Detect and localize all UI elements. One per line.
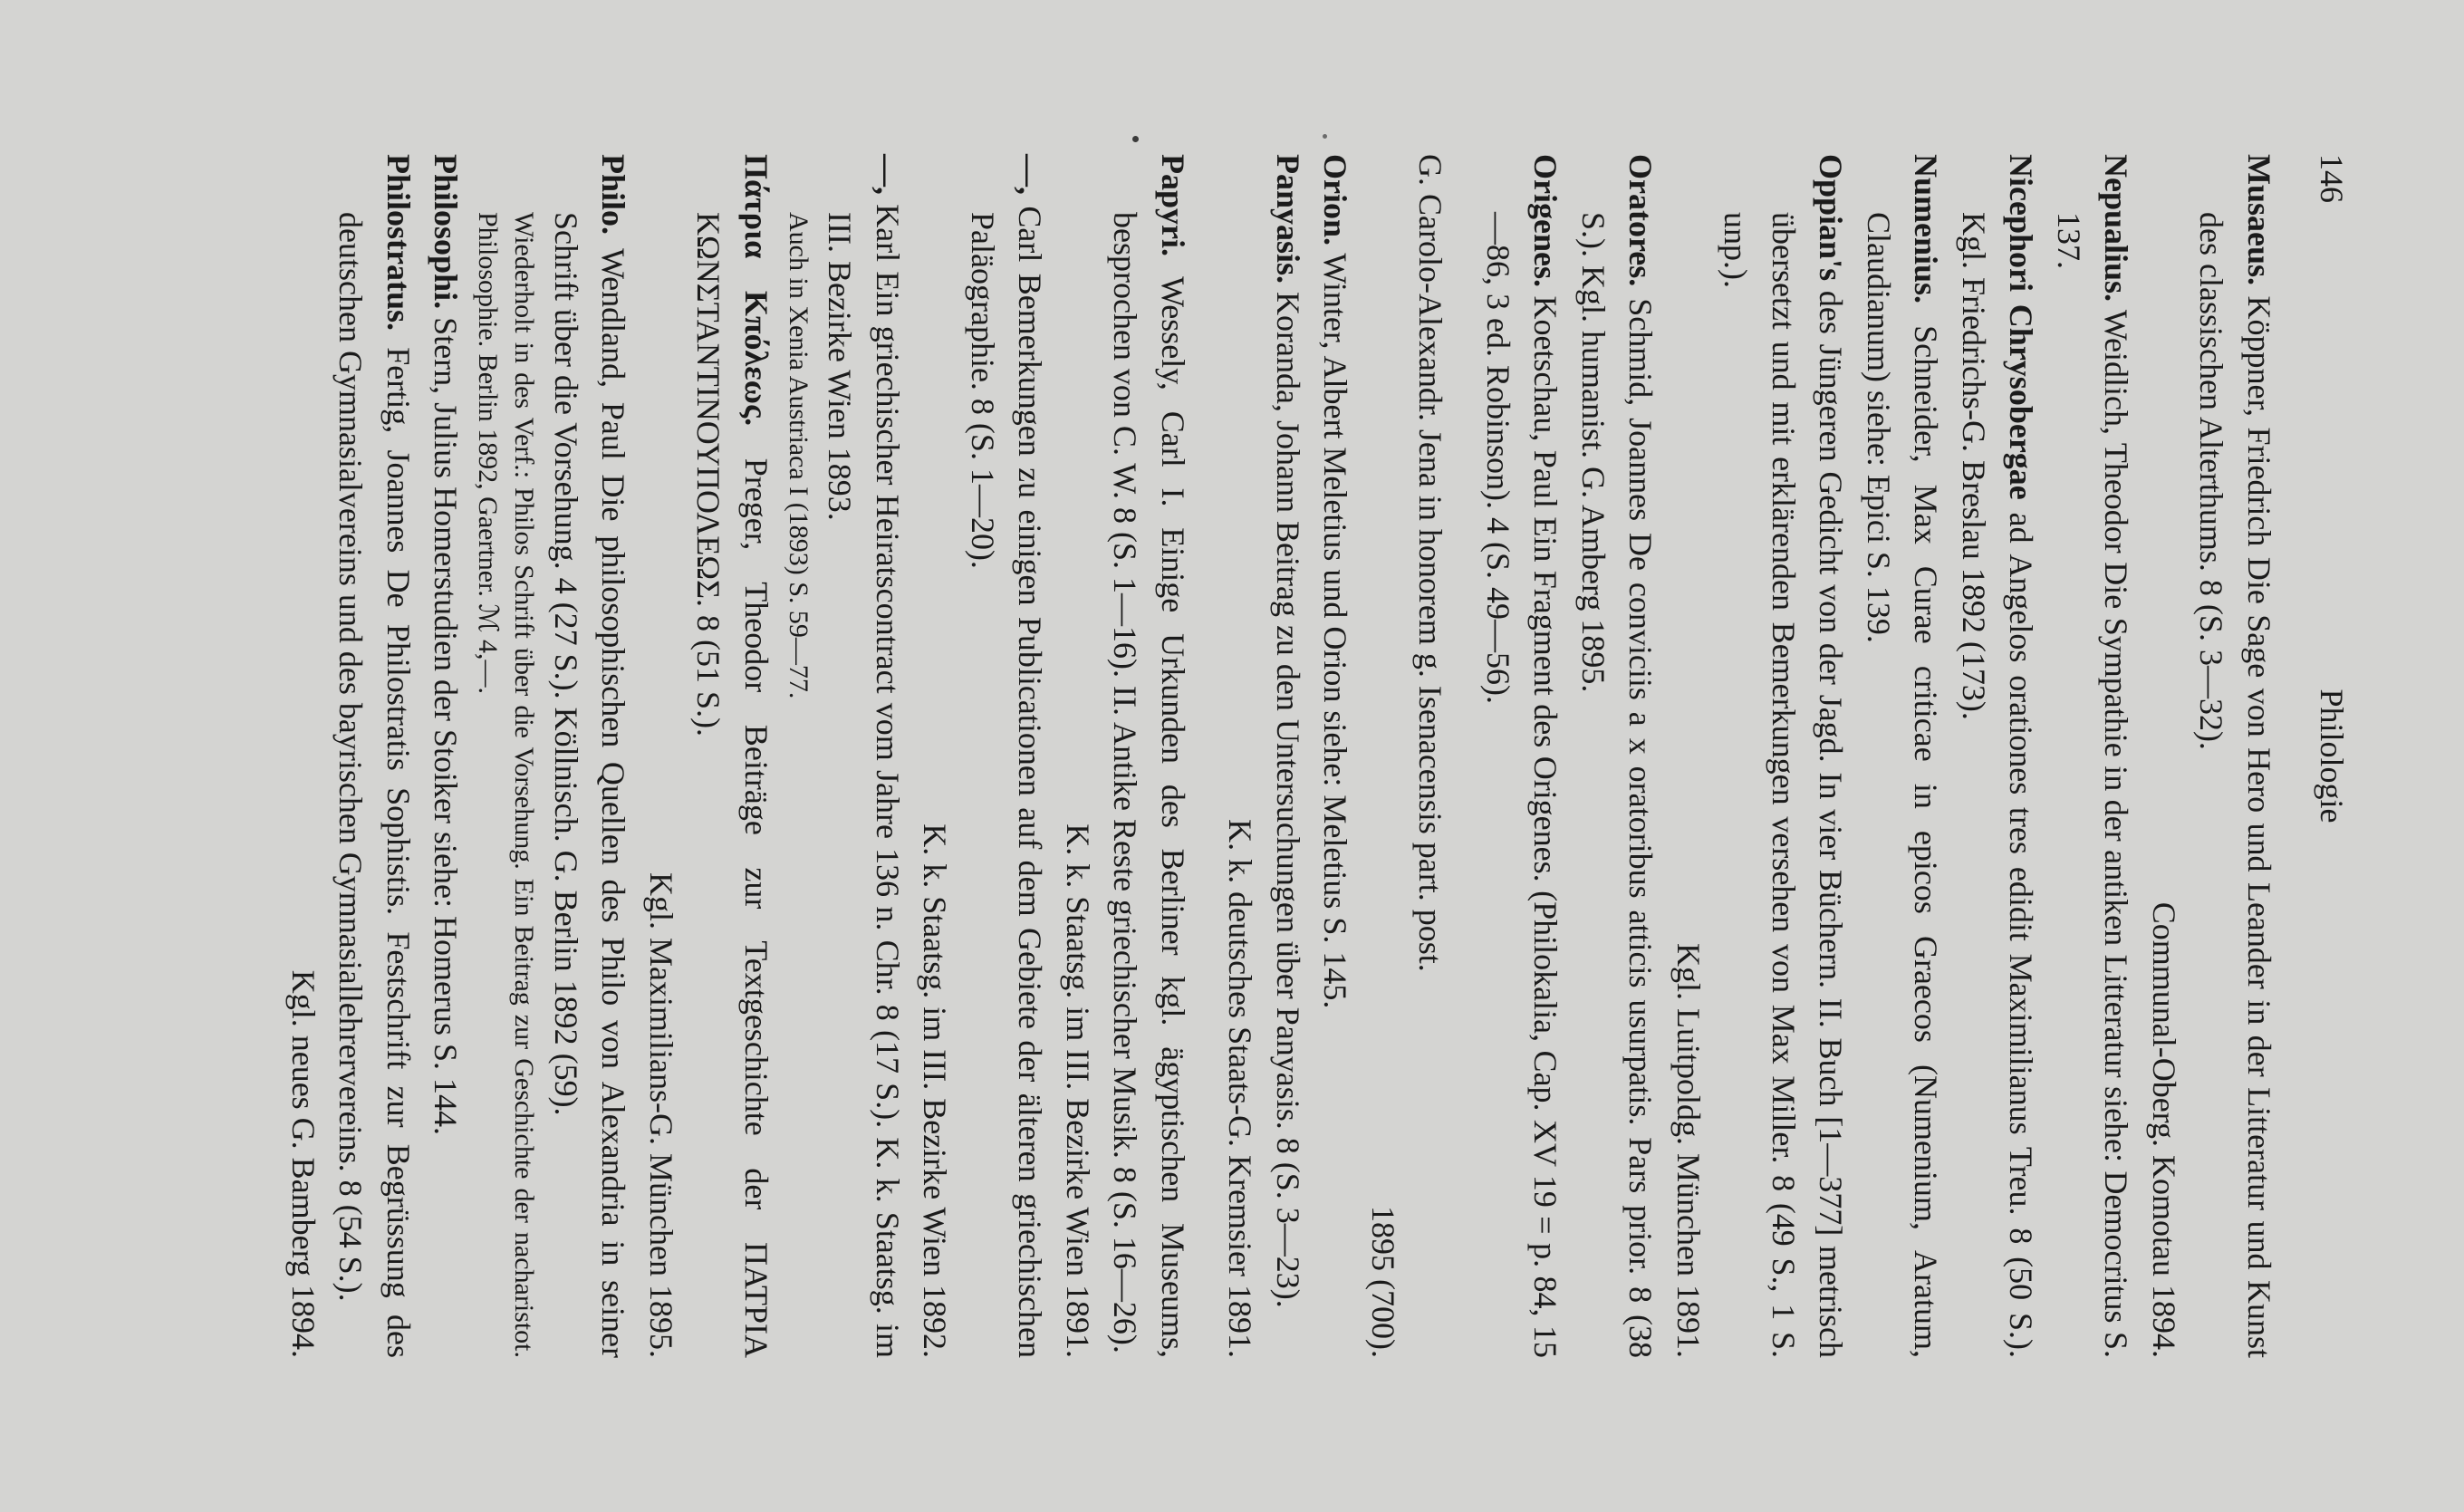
entry-text: Stern, Julius Homerstudien der Stoiker siehe: Homerus S. 144. — [428, 317, 465, 1135]
entry-text: Carl Bemerkungen zu einigen Publicationen auf dem Gebiete der älteren griechischen Paläographie. 8 (S. 1—20). — [965, 206, 1049, 1358]
entry-heading: Oppian's — [1813, 154, 1850, 282]
bibliography-entry — [280, 154, 423, 1358]
entry-heading: Papyri. — [1155, 154, 1191, 256]
entry-publisher: K. k. deutsches Staats-G. Kremsier 1891. — [1222, 819, 1259, 1358]
bibliography-entry — [2045, 154, 2141, 1358]
page-number: 146 — [2314, 154, 2350, 203]
entry-text: Wessely, Carl I. Einige Urkunden des Berliner kgl. ägyptischen Museums, besprochen von C. W. 8 (S. 1—16). II. Antike Reste griechischer Musik. 8 (S. 16—26). — [1107, 212, 1191, 1358]
entry-heading: Nepualius. — [2098, 154, 2135, 303]
bibliography-entry — [1950, 154, 2045, 1358]
bibliography-entry — [1312, 154, 1360, 1358]
section-gap — [1197, 154, 1217, 1358]
entry-publisher: K. k. Staatsg. im III. Bezirke Wien 1892. — [917, 823, 954, 1358]
entry-note: Auch in Xenia Austriaca I (1893) S. 59—77. — [784, 212, 813, 699]
bibliography-list — [280, 154, 2284, 1358]
entry-text: Koetschau, Paul Ein Fragment des Origenes. (Philokalia, Cap. XV 19 = p. 84, 15—86, 3 ed. Robinson). 4 (S. 49—56). — [1480, 212, 1564, 1358]
entry-publisher: Kgl. Maximilians-G. München 1895. — [643, 872, 679, 1358]
entry-text: ad Angelos orationes tres edidit Maximilianus Treu. 8 (50 S.). Kgl. Friedrichs-G. Breslau 1892 (173). — [1956, 212, 2040, 1358]
entry-heading: Nicephori Chrysobergae — [2003, 154, 2040, 500]
entry-text: Winter, Albert Meletius und Orion siehe: Meletius S. 145. — [1317, 253, 1354, 1009]
bibliography-entry — [1360, 154, 1455, 1358]
page-header — [2303, 154, 2355, 1358]
entry-heading: Panyasis. — [1270, 154, 1306, 284]
entry-text: Köppner, Friedrich Die Sage von Hero und Leander in der Litteratur und Kunst des classischen Alterthums. 8 (S. 3—32). — [2193, 212, 2277, 1359]
entry-text: Schmid, Joannes De conviciis a x oratoribus atticis usurpatis. Pars prior. 8 (38 S.). Kgl. humanist. G. Amberg 1895. — [1575, 212, 1660, 1359]
entry-text: G. Carolo-Alexandr. Jena in honorem g. Isenacensis part. post. — [1412, 154, 1449, 972]
running-title: Philologie — [2314, 689, 2350, 823]
bibliography-entry — [911, 154, 1054, 1358]
entry-heading: Musaeus. — [2241, 154, 2277, 286]
bibliography-entry — [1475, 154, 1570, 1358]
bibliography-entry — [1570, 154, 1665, 1358]
bibliography-entry — [780, 154, 911, 1358]
entry-text: Weidlich, Theodor Die Sympathie in der antiken Litteratur siehe: Democritus S. 137. — [2051, 212, 2135, 1359]
bibliography-entry — [422, 154, 470, 1358]
entry-text: Schneider, Max Curae criticae in epicos Graecos (Numenium, Aratum, Claudianum) siehe: Epici S. 139. — [1861, 212, 1945, 1359]
entry-heading: Oratores. — [1622, 154, 1660, 287]
entry-heading: —, — [1012, 154, 1049, 195]
bibliography-entry — [2141, 154, 2284, 1358]
bibliography-entry — [1665, 154, 1855, 1358]
entry-publisher: K. k. Staatsg. im III. Bezirke Wien 1891. — [1060, 823, 1096, 1358]
entry-publisher: 1895 (700). — [1365, 1206, 1401, 1358]
entry-text: Wendland, Paul Die philosophischen Quellen des Philo von Alexandria in seiner Schrift über die Vorsehung. 4 (27 S.). Köllnisch. G. Berlin 1892 (59). — [548, 212, 632, 1358]
entry-text: Koranda, Johann Beitrag zu den Untersuchungen über Panyasis. 8 (S. 3—23). — [1270, 292, 1306, 1308]
bibliography-entry — [470, 154, 638, 1358]
entry-text: Fertig, Joannes De Philostratis Sophistis. Festschrift zur Begrüssung des deutschen Gymnasialvereins und des bayrischen Gymnasiallehrervereins. 8 (54 S.). — [332, 212, 417, 1358]
entry-heading: Origenes. — [1527, 154, 1564, 287]
entry-heading: Πάτρια Κπόλεως. — [738, 154, 775, 427]
entry-heading: Philostratus. — [380, 154, 417, 332]
entry-heading: —, — [870, 154, 906, 195]
entry-text: Preger, Theodor Beiträge zur Textgeschichte der ΠΑΤΡΙΑ ΚΩΝΣΤΑΝΤΙΝΟΥΠΟΛΕΩΣ. 8 (51 S.). — [690, 212, 775, 1359]
entry-publisher: Communal-Oberg. Komotau 1894. — [2146, 901, 2182, 1358]
bibliography-entry — [1054, 154, 1198, 1358]
bibliography-entry — [1855, 154, 1950, 1358]
section-gap — [1455, 154, 1475, 1358]
entry-heading: Philosophi. — [428, 154, 465, 310]
entry-note: Wiederholt in des Verf.: Philos Schrift über die Vorsehung. Ein Beitrag zur Geschichte der nacharistot. Philosophie. Berlin 1892, Gaertner. ℳ 4,—. — [473, 212, 540, 1358]
entry-heading: Philo. — [595, 154, 632, 236]
entry-heading: Numenius. — [1908, 154, 1945, 304]
entry-text: des Jüngeren Gedicht von der Jagd. In vier Büchern. II. Buch [1—377] metrisch übersetzt und mit erklärenden Bemerkungen versehen von Max Miller. 8 (49 S., 1 S. unp.). — [1718, 212, 1850, 1358]
bibliography-entry — [638, 154, 781, 1358]
bibliography-entry — [1217, 154, 1312, 1358]
entry-publisher: Kgl. Luitpoldg. München 1891. — [1670, 943, 1707, 1358]
entry-heading: Orion. — [1317, 154, 1354, 246]
entry-text: Karl Ein griechischer Heiratscontract vom Jahre 136 n. Chr. 8 (17 S.). K. k. Staatsg. im III. Bezirke Wien 1893. — [822, 204, 906, 1359]
entry-publisher: Kgl. neues G. Bamberg 1894. — [285, 969, 322, 1358]
